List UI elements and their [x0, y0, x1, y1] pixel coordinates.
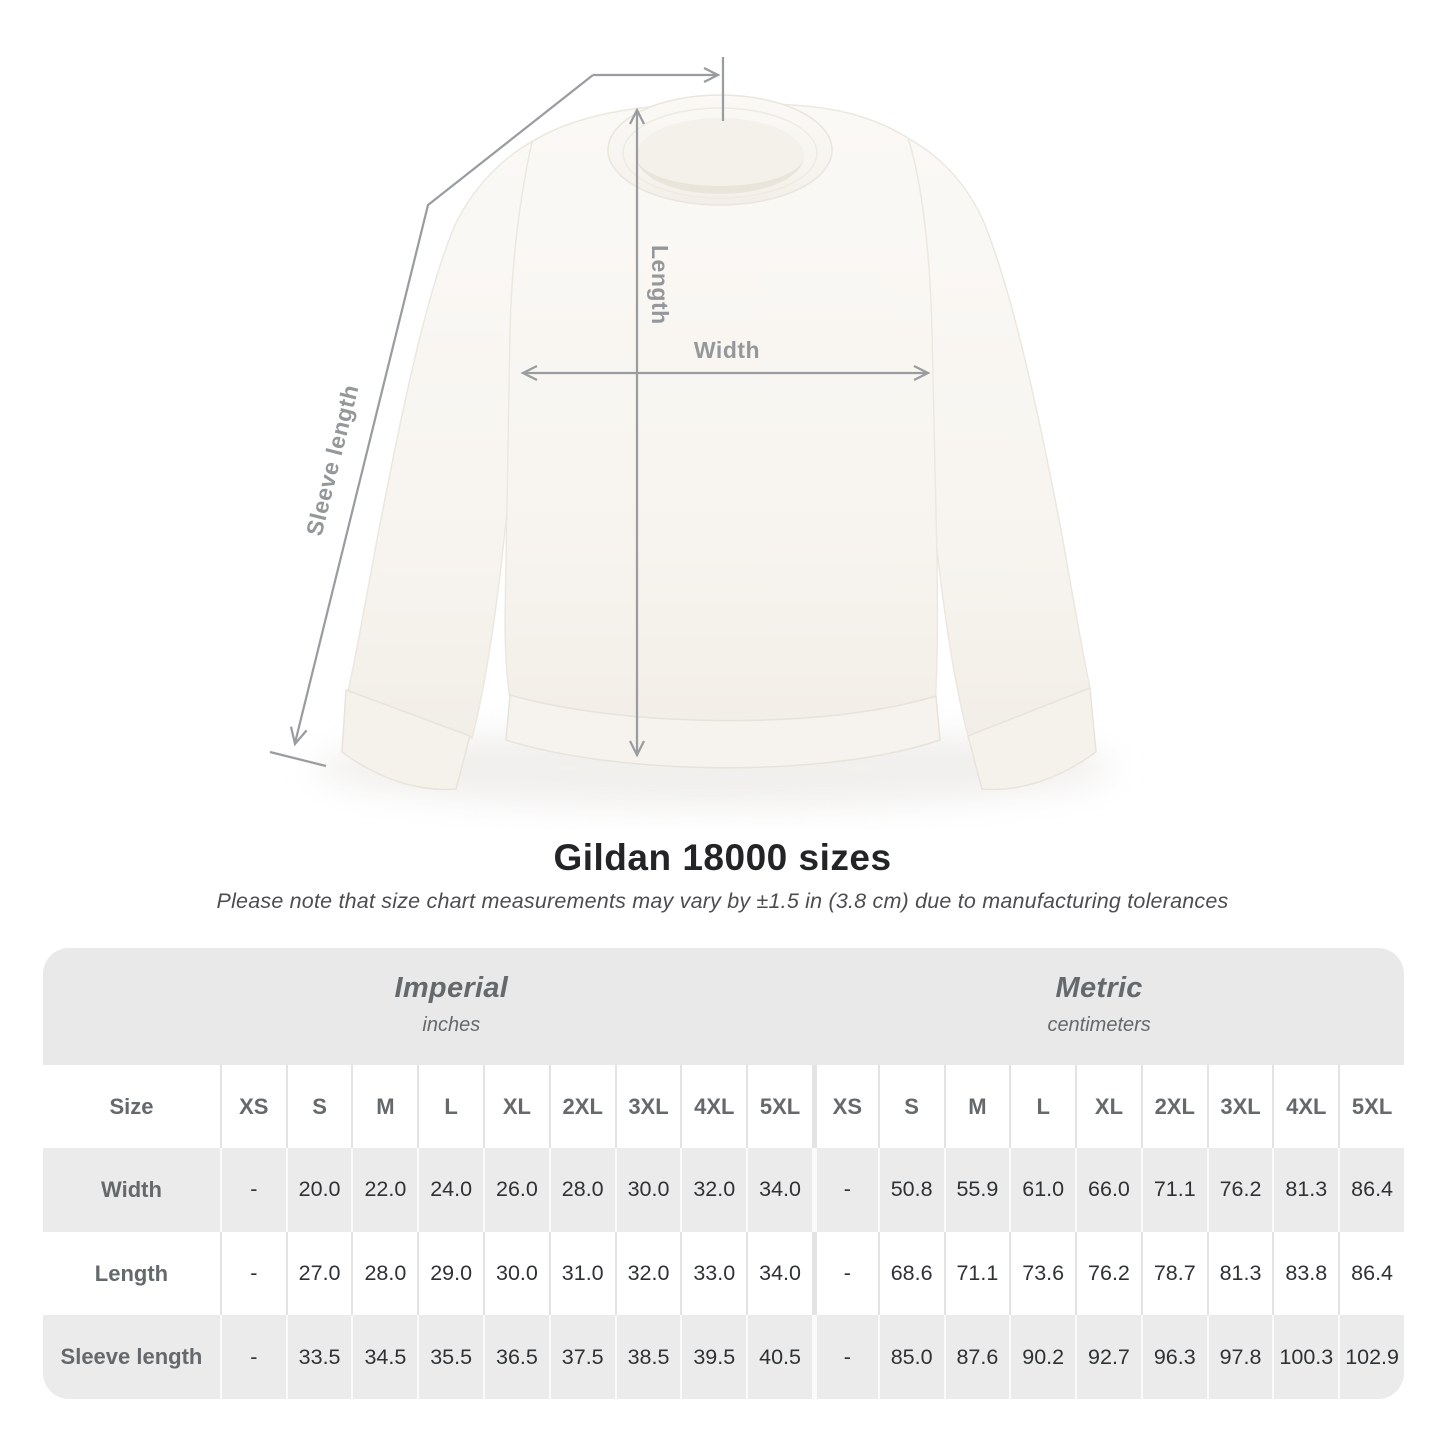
- imperial-value: 33.5: [286, 1315, 352, 1399]
- imperial-value: -: [220, 1315, 286, 1399]
- imperial-unit-group: [394, 972, 508, 1037]
- row-label: Sleeve length: [60, 1344, 203, 1370]
- imperial-value: 40.5: [746, 1315, 812, 1399]
- size-col-imperial-s: S: [286, 1065, 352, 1148]
- imperial-value: -: [220, 1232, 286, 1316]
- size-col-metric-5xl: 5XL: [1338, 1065, 1404, 1148]
- size-col-metric-s: S: [878, 1065, 944, 1148]
- imperial-value: 32.0: [680, 1148, 746, 1232]
- heading-block: [0, 836, 1445, 914]
- table-row-sleeve-length: [43, 1315, 1404, 1399]
- imperial-value: 35.5: [417, 1315, 483, 1399]
- size-header-cell: Size: [109, 1093, 154, 1119]
- size-col-metric-xl: XL: [1075, 1065, 1141, 1148]
- metric-group-subtitle: centimeters: [1047, 1014, 1151, 1036]
- metric-value: 85.0: [878, 1315, 944, 1399]
- metric-value: -: [812, 1232, 878, 1316]
- size-col-metric-3xl: 3XL: [1207, 1065, 1273, 1148]
- metric-value: 86.4: [1338, 1148, 1404, 1232]
- length-label: Length: [647, 245, 673, 325]
- metric-value: 86.4: [1338, 1232, 1404, 1316]
- imperial-value: 37.5: [549, 1315, 615, 1399]
- imperial-value: 28.0: [549, 1148, 615, 1232]
- imperial-value: 34.5: [351, 1315, 417, 1399]
- size-col-imperial-l: L: [417, 1065, 483, 1148]
- metric-value: 78.7: [1141, 1232, 1207, 1316]
- metric-value: 83.8: [1272, 1232, 1338, 1316]
- size-col-imperial-4xl: 4XL: [680, 1065, 746, 1148]
- metric-value: 87.6: [944, 1315, 1010, 1399]
- imperial-value: 30.0: [483, 1232, 549, 1316]
- metric-value: 61.0: [1009, 1148, 1075, 1232]
- size-col-imperial-2xl: 2XL: [549, 1065, 615, 1148]
- imperial-value: 34.0: [746, 1148, 812, 1232]
- metric-value: 73.6: [1009, 1232, 1075, 1316]
- metric-value: 81.3: [1207, 1232, 1273, 1316]
- imperial-value: -: [220, 1148, 286, 1232]
- table-row-width: [43, 1148, 1404, 1232]
- metric-value: 81.3: [1272, 1148, 1338, 1232]
- metric-group-title: Metric: [1055, 972, 1143, 1004]
- size-col-imperial-3xl: 3XL: [615, 1065, 681, 1148]
- metric-value: 96.3: [1141, 1315, 1207, 1399]
- size-col-imperial-xs: XS: [220, 1065, 286, 1148]
- sleeve-length-label: Sleeve length: [300, 381, 364, 539]
- page-title: Gildan 18000 sizes: [553, 837, 892, 878]
- imperial-group-subtitle: inches: [422, 1014, 481, 1036]
- imperial-value: 26.0: [483, 1148, 549, 1232]
- width-label: Width: [693, 337, 761, 363]
- metric-value: 71.1: [944, 1232, 1010, 1316]
- metric-value: 50.8: [878, 1148, 944, 1232]
- imperial-value: 30.0: [615, 1148, 681, 1232]
- metric-value: 76.2: [1207, 1148, 1273, 1232]
- size-col-metric-2xl: 2XL: [1141, 1065, 1207, 1148]
- metric-value: 71.1: [1141, 1148, 1207, 1232]
- imperial-value: 36.5: [483, 1315, 549, 1399]
- size-table: [43, 948, 1404, 1399]
- metric-value: -: [812, 1315, 878, 1399]
- metric-value: 68.6: [878, 1232, 944, 1316]
- size-col-imperial-xl: XL: [483, 1065, 549, 1148]
- imperial-value: 33.0: [680, 1232, 746, 1316]
- sweatshirt-image: [342, 95, 1096, 789]
- imperial-value: 27.0: [286, 1232, 352, 1316]
- sweatshirt-collar: [608, 95, 832, 205]
- metric-value: 55.9: [944, 1148, 1010, 1232]
- row-label: Width: [101, 1176, 162, 1202]
- row-label: Length: [94, 1260, 169, 1286]
- metric-value: 90.2: [1009, 1315, 1075, 1399]
- imperial-value: 31.0: [549, 1232, 615, 1316]
- metric-value: -: [812, 1148, 878, 1232]
- imperial-value: 22.0: [351, 1148, 417, 1232]
- tolerance-note: Please note that size chart measurements may vary by ±1.5 in (3.8 cm) due to manufacturing tolerances: [216, 889, 1229, 914]
- imperial-value: 34.0: [746, 1232, 812, 1316]
- size-col-metric-4xl: 4XL: [1272, 1065, 1338, 1148]
- table-row-length: [43, 1232, 1404, 1316]
- metric-value: 100.3: [1272, 1315, 1338, 1399]
- metric-unit-group: [1047, 972, 1150, 1037]
- size-col-metric-m: M: [944, 1065, 1010, 1148]
- metric-value: 66.0: [1075, 1148, 1141, 1232]
- metric-value: 76.2: [1075, 1232, 1141, 1316]
- imperial-value: 39.5: [680, 1315, 746, 1399]
- imperial-value: 38.5: [615, 1315, 681, 1399]
- imperial-value: 29.0: [417, 1232, 483, 1316]
- imperial-value: 28.0: [351, 1232, 417, 1316]
- metric-value: 92.7: [1075, 1315, 1141, 1399]
- imperial-value: 32.0: [615, 1232, 681, 1316]
- imperial-value: 24.0: [417, 1148, 483, 1232]
- size-col-imperial-5xl: 5XL: [746, 1065, 812, 1148]
- metric-value: 97.8: [1207, 1315, 1273, 1399]
- table-header-band: [43, 948, 1404, 1065]
- metric-value: 102.9: [1338, 1315, 1404, 1399]
- imperial-group-title: Imperial: [394, 972, 509, 1004]
- size-col-metric-xs: XS: [812, 1065, 878, 1148]
- size-header-row: [43, 1065, 1404, 1148]
- size-col-imperial-m: M: [351, 1065, 417, 1148]
- size-col-metric-l: L: [1009, 1065, 1075, 1148]
- imperial-value: 20.0: [286, 1148, 352, 1232]
